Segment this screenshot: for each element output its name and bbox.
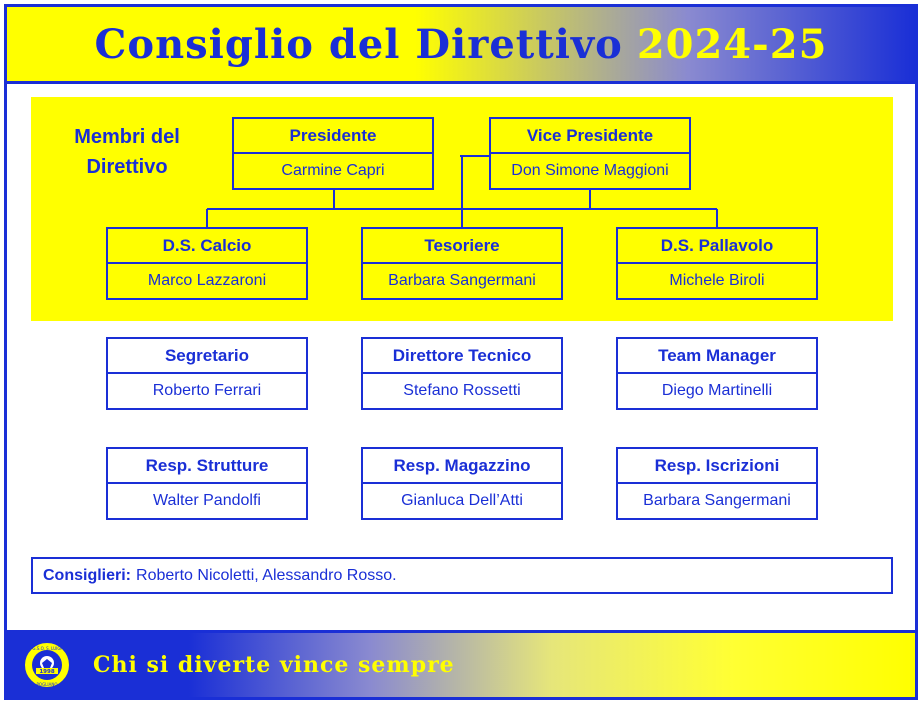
role-label: D.S. Calcio	[108, 229, 306, 264]
slogan: Chi si diverte vince sempre	[93, 652, 455, 678]
member-name: Marco Lazzaroni	[147, 272, 267, 289]
box-resp-iscrizioni	[616, 447, 818, 520]
box-segretario	[106, 337, 308, 410]
role-label: D.S. Pallavolo	[618, 229, 816, 264]
member-name: Stefano Rossetti	[403, 382, 521, 399]
members-label: Membri del Direttivo	[74, 126, 180, 178]
role-label: Direttore Tecnico	[363, 339, 561, 374]
member-name: Carmine Capri	[281, 162, 385, 179]
member-name: Diego Martinelli	[661, 382, 773, 399]
box-tesoriere	[361, 227, 563, 300]
box-direttore-tecnico	[361, 337, 563, 410]
role-label: Presidente	[234, 119, 432, 154]
logo-year: 1998	[39, 669, 55, 675]
role-label: Resp. Magazzino	[363, 449, 561, 484]
box-team-manager	[616, 337, 818, 410]
box-resp-strutture	[106, 447, 308, 520]
consiglieri-box	[31, 557, 893, 594]
role-label: Tesoriere	[363, 229, 561, 264]
club-logo-icon	[23, 641, 71, 689]
member-name: Michele Biroli	[669, 272, 765, 289]
title-year: 2024-25	[636, 20, 828, 68]
member-name: Barbara Sangermani	[388, 272, 536, 289]
member-name: Gianluca Dell’Atti	[401, 492, 523, 509]
member-name: Barbara Sangermani	[643, 492, 791, 509]
consiglieri-names: Roberto Nicoletti, Alessandro Rosso.	[136, 566, 397, 584]
box-ds-calcio	[106, 227, 308, 300]
member-name: Walter Pandolfi	[153, 492, 261, 509]
box-resp-magazzino	[361, 447, 563, 520]
title-main: Consiglio del Direttivo	[94, 20, 623, 68]
box-presidente	[232, 117, 434, 190]
box-ds-pallavolo	[616, 227, 818, 300]
footer-banner	[4, 630, 918, 700]
role-label: Resp. Iscrizioni	[618, 449, 816, 484]
member-name: Don Simone Maggioni	[511, 162, 669, 179]
logo-text-bottom: POGLIANO	[36, 682, 58, 687]
member-name: Roberto Ferrari	[152, 382, 262, 399]
role-label: Team Manager	[618, 339, 816, 374]
logo-text-top: G.S.O. S. LUIGI	[32, 646, 62, 651]
role-label: Segretario	[108, 339, 306, 374]
role-label: Vice Presidente	[491, 119, 689, 154]
box-vice-presidente	[489, 117, 691, 190]
role-label: Resp. Strutture	[108, 449, 306, 484]
consiglieri-label: Consiglieri:	[43, 566, 132, 584]
